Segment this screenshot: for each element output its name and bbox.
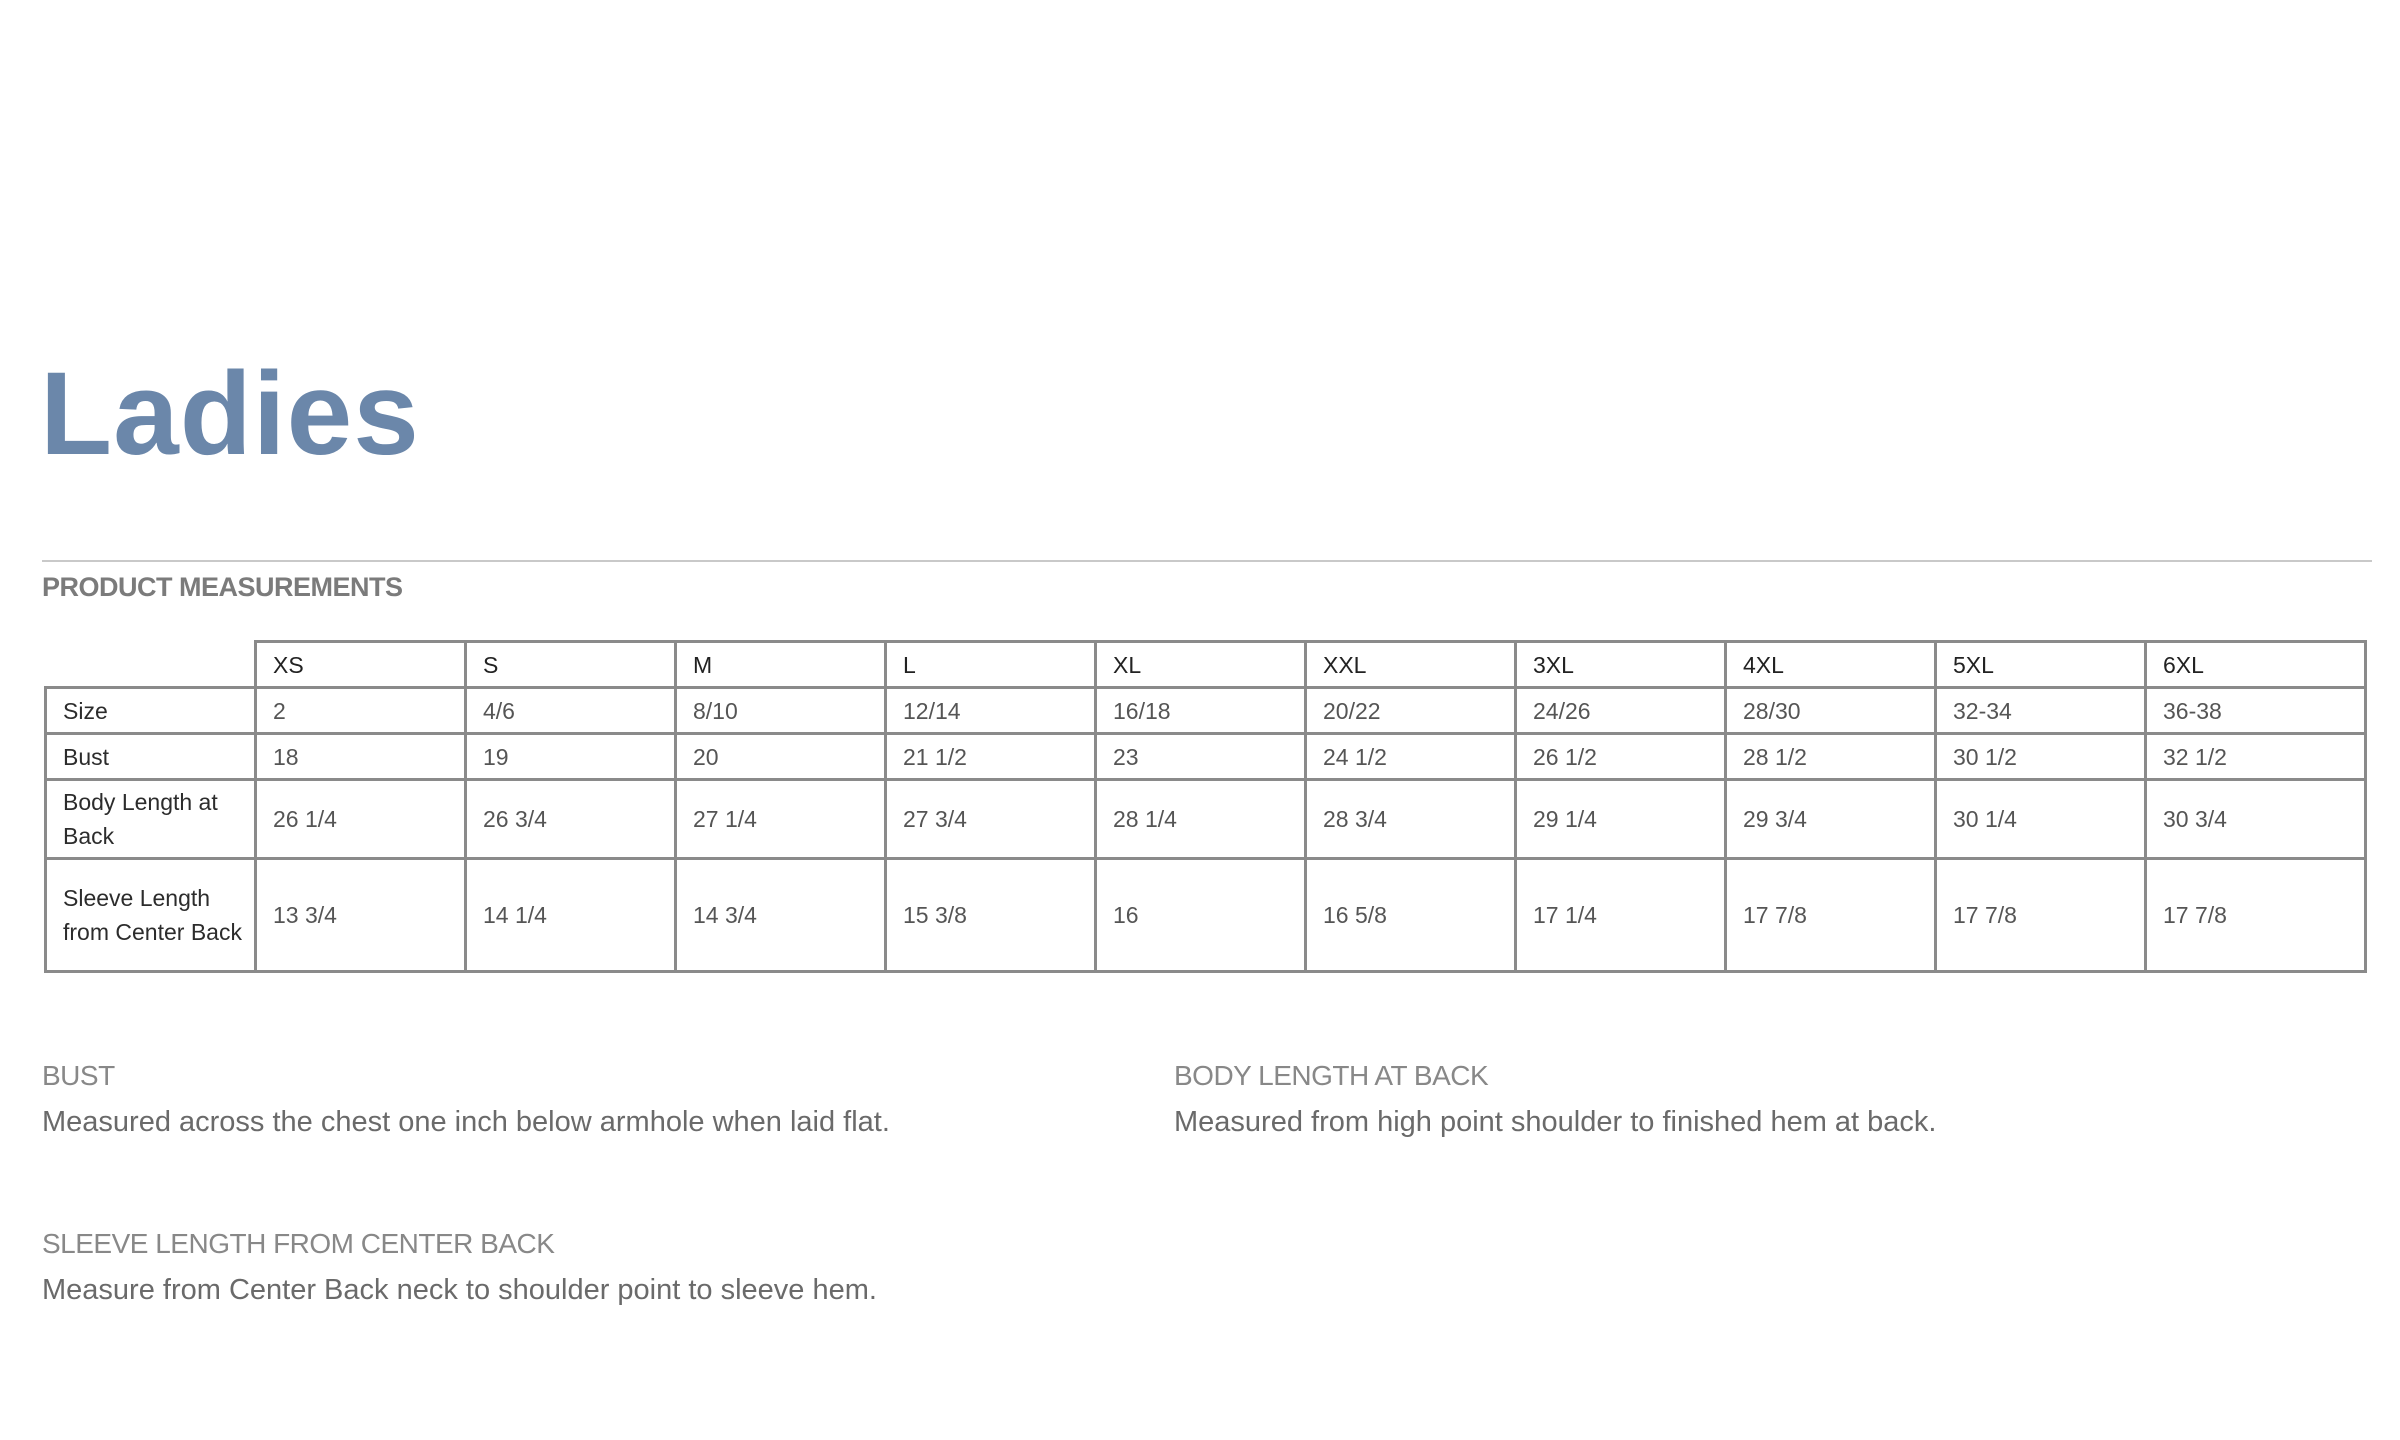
row-label: Sleeve Length from Center Back — [46, 859, 256, 972]
column-header: L — [886, 642, 1096, 688]
table-cell: 26 3/4 — [466, 780, 676, 859]
definition-title: SLEEVE LENGTH FROM CENTER BACK — [42, 1228, 555, 1259]
table-row — [46, 859, 2366, 972]
table-cell: 14 1/4 — [466, 859, 676, 972]
table-cell: 8/10 — [676, 688, 886, 734]
table-cell: 16 — [1096, 859, 1306, 972]
definition-text: Measure from Center Back neck to shoulder point to sleeve hem. — [42, 1274, 877, 1306]
divider-line — [42, 560, 2372, 562]
table-cell: 17 7/8 — [1726, 859, 1936, 972]
definition-title: BUST — [42, 1060, 115, 1091]
column-header: 4XL — [1726, 642, 1936, 688]
table-row — [46, 780, 2366, 859]
column-header: XXL — [1306, 642, 1516, 688]
table-cell: 28 1/2 — [1726, 734, 1936, 780]
column-header: XL — [1096, 642, 1306, 688]
table-cell: 26 1/2 — [1516, 734, 1726, 780]
table-cell: 28/30 — [1726, 688, 1936, 734]
table-cell: 32 1/2 — [2146, 734, 2366, 780]
table-cell: 36-38 — [2146, 688, 2366, 734]
table-cell: 20/22 — [1306, 688, 1516, 734]
table-corner-cell — [46, 642, 256, 688]
column-header: M — [676, 642, 886, 688]
table-cell: 26 1/4 — [256, 780, 466, 859]
row-label: Body Length at Back — [46, 780, 256, 859]
table-cell: 17 7/8 — [1936, 859, 2146, 972]
table-cell: 2 — [256, 688, 466, 734]
table-cell: 4/6 — [466, 688, 676, 734]
table-cell: 19 — [466, 734, 676, 780]
definition-bust — [42, 1060, 890, 1139]
definition-text: Measured from high point shoulder to finished hem at back. — [1174, 1106, 1937, 1138]
table-cell: 27 3/4 — [886, 780, 1096, 859]
definition-title: BODY LENGTH AT BACK — [1174, 1060, 1489, 1091]
column-header: S — [466, 642, 676, 688]
table-cell: 17 1/4 — [1516, 859, 1726, 972]
table-cell: 29 3/4 — [1726, 780, 1936, 859]
table-cell: 32-34 — [1936, 688, 2146, 734]
definition-sleeve-length — [42, 1228, 877, 1307]
table-row — [46, 734, 2366, 780]
table-cell: 23 — [1096, 734, 1306, 780]
table-header-row — [46, 642, 2366, 688]
table-cell: 30 1/2 — [1936, 734, 2146, 780]
table-cell: 14 3/4 — [676, 859, 886, 972]
column-header: 5XL — [1936, 642, 2146, 688]
table-cell: 29 1/4 — [1516, 780, 1726, 859]
table-cell: 17 7/8 — [2146, 859, 2366, 972]
table-cell: 28 1/4 — [1096, 780, 1306, 859]
table-row — [46, 688, 2366, 734]
table-cell: 18 — [256, 734, 466, 780]
table-cell: 27 1/4 — [676, 780, 886, 859]
table-cell: 24/26 — [1516, 688, 1726, 734]
table-cell: 16/18 — [1096, 688, 1306, 734]
table-cell: 30 3/4 — [2146, 780, 2366, 859]
row-label: Bust — [46, 734, 256, 780]
table-cell: 15 3/8 — [886, 859, 1096, 972]
table-cell: 13 3/4 — [256, 859, 466, 972]
measurements-table — [44, 640, 2367, 973]
table-cell: 16 5/8 — [1306, 859, 1516, 972]
table-cell: 24 1/2 — [1306, 734, 1516, 780]
row-label: Size — [46, 688, 256, 734]
column-header: 3XL — [1516, 642, 1726, 688]
table-cell: 12/14 — [886, 688, 1096, 734]
definition-text: Measured across the chest one inch below armhole when laid flat. — [42, 1106, 890, 1138]
page-title: Ladies — [40, 348, 420, 480]
section-heading: PRODUCT MEASUREMENTS — [42, 572, 403, 602]
table-cell: 30 1/4 — [1936, 780, 2146, 859]
column-header: 6XL — [2146, 642, 2366, 688]
column-header: XS — [256, 642, 466, 688]
table-cell: 20 — [676, 734, 886, 780]
table-cell: 21 1/2 — [886, 734, 1096, 780]
definition-body-length — [1174, 1060, 1936, 1139]
table-cell: 28 3/4 — [1306, 780, 1516, 859]
